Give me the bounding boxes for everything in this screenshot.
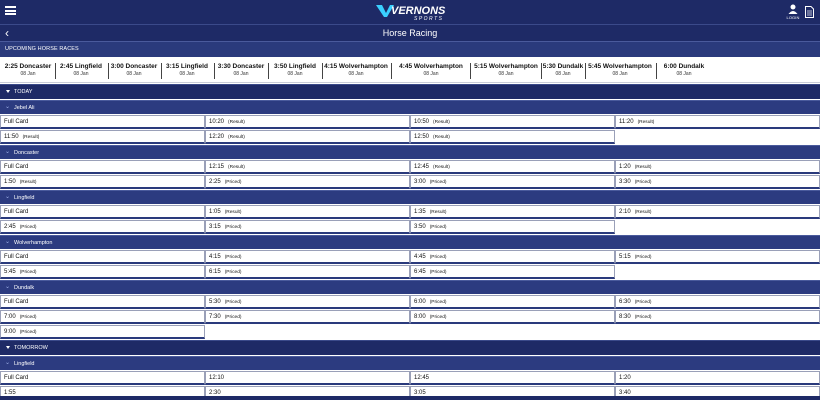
strip-divider — [470, 63, 471, 79]
upcoming-race-title: 5:45 Wolverhampton — [588, 63, 652, 70]
page-title: Horse Racing — [382, 28, 438, 38]
course-name: Doncaster — [14, 150, 40, 156]
race-time: 11:20 (Result) — [619, 119, 655, 125]
day-header-tomorrow[interactable] — [0, 340, 820, 355]
race-status: (Priced) — [634, 315, 652, 320]
race-time-cell[interactable] — [615, 371, 820, 385]
caret-down-icon — [6, 90, 10, 93]
race-time: 12:50 (Result) — [414, 134, 450, 140]
upcoming-races-heading — [0, 41, 820, 57]
upcoming-race-title: 6:00 Dundalk — [663, 63, 705, 70]
strip-divider — [585, 63, 586, 79]
race-time: 12:20 (Result) — [209, 134, 245, 140]
race-time: 1:50 (Result) — [4, 179, 37, 185]
day-header-today[interactable] — [0, 84, 820, 99]
race-time: 12:45 — [414, 375, 430, 381]
race-status: (Result) — [433, 135, 450, 140]
race-time: 1:20 — [619, 375, 631, 381]
race-time-cell[interactable] — [410, 130, 615, 144]
race-time: 3:50 (Priced) — [414, 224, 447, 230]
upcoming-race-title: 4:45 Wolverhampton — [399, 63, 463, 70]
upcoming-races-strip — [0, 57, 820, 83]
race-time: 7:30 (Priced) — [209, 314, 242, 320]
race-time-cell[interactable] — [0, 130, 205, 144]
race-status: (Priced) — [19, 270, 37, 275]
upcoming-race-title: 5:15 Wolverhampton — [474, 63, 538, 70]
race-time: 3:05 — [414, 390, 426, 396]
course-name: Lingfield — [14, 195, 35, 201]
course-name: Lingfield — [14, 361, 35, 367]
race-status: (Priced) — [634, 300, 652, 305]
race-time: 7:00 (Priced) — [4, 314, 37, 320]
strip-divider — [108, 63, 109, 79]
full-card-link[interactable] — [0, 160, 205, 174]
upcoming-race-date: 08 Jan — [498, 71, 514, 77]
upcoming-race-title: 3:00 Doncaster — [110, 63, 158, 70]
race-time: 6:00 (Priced) — [414, 299, 447, 305]
course-header[interactable] — [0, 190, 820, 204]
strip-divider — [322, 63, 323, 79]
race-time: 12:45 (Result) — [414, 164, 450, 170]
course-header[interactable] — [0, 145, 820, 159]
caret-down-icon — [6, 346, 10, 349]
race-status: (Priced) — [224, 270, 242, 275]
race-time-cell[interactable] — [205, 310, 410, 324]
upcoming-race-date: 08 Jan — [555, 71, 571, 77]
logo-text: VERNONS — [391, 5, 446, 17]
race-status: (Result) — [433, 165, 450, 170]
chevron-down-icon: ⌄ — [5, 104, 11, 110]
user-icon — [788, 4, 798, 14]
race-time: Full Card — [4, 164, 29, 170]
race-time-cell[interactable] — [205, 265, 410, 279]
race-time-cell[interactable] — [615, 250, 820, 264]
race-time-cell[interactable] — [205, 371, 410, 385]
race-status: (Result) — [634, 210, 652, 215]
race-time-cell[interactable] — [0, 325, 205, 339]
upcoming-race-title: 2:25 Doncaster — [4, 63, 52, 70]
upcoming-race-item[interactable] — [391, 63, 471, 79]
race-status: (Priced) — [429, 300, 447, 305]
race-time: 1:20 (Result) — [619, 164, 652, 170]
race-time-cell[interactable] — [205, 175, 410, 189]
race-time-cell[interactable] — [410, 265, 615, 279]
upcoming-race-item[interactable] — [316, 63, 396, 79]
upcoming-race-date: 08 Jan — [233, 71, 249, 77]
race-time-cell[interactable] — [0, 310, 205, 324]
race-time: 3:30 (Priced) — [619, 179, 652, 185]
race-time-cell[interactable] — [205, 295, 410, 309]
upcoming-race-date: 08 Jan — [676, 71, 692, 77]
race-time-cell[interactable] — [615, 115, 820, 129]
race-time: 2:45 (Priced) — [4, 224, 37, 230]
strip-divider — [161, 63, 162, 79]
race-status: (Priced) — [634, 180, 652, 185]
race-time: 6:15 (Priced) — [209, 269, 242, 275]
upcoming-race-date: 08 Jan — [126, 71, 142, 77]
race-time: 4:45 (Priced) — [414, 254, 447, 260]
race-status: (Priced) — [429, 180, 447, 185]
race-time-cell[interactable] — [410, 310, 615, 324]
hamburger-icon[interactable] — [5, 6, 16, 15]
race-status: (Priced) — [429, 255, 447, 260]
upcoming-race-date: 08 Jan — [179, 71, 195, 77]
race-status: (Priced) — [429, 270, 447, 275]
race-time: Full Card — [4, 119, 29, 125]
race-time: Full Card — [4, 375, 29, 381]
upcoming-race-title: 3:15 Lingfield — [166, 63, 208, 70]
race-time: Full Card — [4, 254, 29, 260]
race-time-cell[interactable] — [410, 250, 615, 264]
race-time-cell[interactable] — [410, 115, 615, 129]
login-button[interactable] — [786, 4, 800, 20]
race-status: (Priced) — [224, 300, 242, 305]
chevron-down-icon: ⌄ — [5, 149, 11, 155]
course-header[interactable] — [0, 280, 820, 294]
race-time: 12:10 — [209, 375, 225, 381]
race-status: (Priced) — [19, 330, 37, 335]
strip-divider — [541, 63, 542, 79]
race-status: (Priced) — [634, 255, 652, 260]
race-status: (Priced) — [19, 315, 37, 320]
course-name: Dundalk — [14, 285, 35, 291]
race-time: 10:20 (Result) — [209, 119, 245, 125]
strip-divider — [268, 63, 269, 79]
day-label: TOMORROW — [14, 345, 48, 351]
race-time-cell[interactable] — [0, 175, 205, 189]
upcoming-race-date: 08 Jan — [348, 71, 364, 77]
race-time-cell[interactable] — [615, 160, 820, 174]
bottom-edge — [0, 396, 820, 400]
race-status: (Result) — [228, 135, 245, 140]
race-time: Full Card — [4, 209, 29, 215]
race-time-cell[interactable] — [615, 295, 820, 309]
upcoming-race-date: 08 Jan — [612, 71, 628, 77]
race-time: Full Card — [4, 299, 29, 305]
race-time-cell[interactable] — [615, 175, 820, 189]
vernons-sports-logo[interactable] — [374, 3, 446, 21]
race-time-cell[interactable] — [205, 220, 410, 234]
day-label: TODAY — [14, 89, 33, 95]
race-time: 9:00 (Priced) — [4, 329, 37, 335]
upcoming-race-title: 5:30 Dundalk — [542, 63, 584, 70]
upcoming-race-title: 3:30 Doncaster — [217, 63, 265, 70]
strip-divider — [656, 63, 657, 79]
race-status: (Result) — [429, 210, 447, 215]
full-card-link[interactable] — [0, 295, 205, 309]
race-status: (Priced) — [224, 315, 242, 320]
race-time-cell[interactable] — [205, 205, 410, 219]
chevron-down-icon: ⌄ — [5, 239, 11, 245]
race-time: 1:35 (Result) — [414, 209, 447, 215]
title-bar — [0, 24, 820, 41]
chevron-down-icon: ⌄ — [5, 284, 11, 290]
strip-divider — [391, 63, 392, 79]
race-time-cell[interactable] — [205, 250, 410, 264]
race-status: (Priced) — [224, 225, 242, 230]
race-status: (Priced) — [224, 255, 242, 260]
race-time: 2:10 (Result) — [619, 209, 652, 215]
race-time: 3:00 (Priced) — [414, 179, 447, 185]
race-time-cell[interactable] — [410, 371, 615, 385]
chevron-down-icon: ⌄ — [5, 360, 11, 366]
race-time: 6:30 (Priced) — [619, 299, 652, 305]
top-bar — [0, 0, 820, 24]
full-card-link[interactable] — [0, 250, 205, 264]
upcoming-race-title: 4:15 Wolverhampton — [324, 63, 388, 70]
full-card-link[interactable] — [0, 371, 205, 385]
upcoming-races-label: UPCOMING HORSE RACES — [5, 46, 79, 52]
race-time-cell[interactable] — [205, 160, 410, 174]
race-time-cell[interactable] — [205, 130, 410, 144]
upcoming-race-title: 3:50 Lingfield — [274, 63, 316, 70]
upcoming-race-date: 08 Jan — [73, 71, 89, 77]
race-time: 3:40 — [619, 390, 631, 396]
race-time-cell[interactable] — [410, 160, 615, 174]
race-time: 11:50 (Result) — [4, 134, 40, 140]
upcoming-race-date: 08 Jan — [287, 71, 303, 77]
race-status: (Result) — [433, 120, 450, 125]
race-status: (Result) — [228, 165, 245, 170]
course-name: Jebel Ali — [14, 105, 35, 111]
betslip-icon[interactable] — [805, 5, 814, 17]
race-time-cell[interactable] — [410, 220, 615, 234]
race-time: 12:15 (Result) — [209, 164, 245, 170]
race-time-cell[interactable] — [410, 175, 615, 189]
race-time: 4:15 (Priced) — [209, 254, 242, 260]
race-time-cell[interactable] — [205, 115, 410, 129]
logo-subtext: SPORTS — [414, 16, 444, 21]
strip-divider — [214, 63, 215, 79]
race-time-cell[interactable] — [0, 265, 205, 279]
race-status: (Result) — [228, 120, 245, 125]
race-time-cell[interactable] — [410, 295, 615, 309]
race-time: 8:30 (Priced) — [619, 314, 652, 320]
race-time: 2:25 (Priced) — [209, 179, 242, 185]
course-name: Wolverhampton — [14, 240, 53, 246]
race-status: (Result) — [637, 120, 655, 125]
race-time: 5:15 (Priced) — [619, 254, 652, 260]
chevron-down-icon: ⌄ — [5, 194, 11, 200]
race-time: 6:45 (Priced) — [414, 269, 447, 275]
upcoming-race-date: 08 Jan — [20, 71, 36, 77]
race-time: 1:05 (Result) — [209, 209, 242, 215]
full-card-link[interactable] — [0, 205, 205, 219]
race-status: (Priced) — [19, 225, 37, 230]
race-time: 1:55 — [4, 390, 16, 396]
race-status: (Result) — [634, 165, 652, 170]
race-status: (Result) — [19, 180, 37, 185]
race-status: (Priced) — [224, 180, 242, 185]
race-time: 2:30 — [209, 390, 221, 396]
upcoming-race-date: 08 Jan — [423, 71, 439, 77]
race-time-cell[interactable] — [0, 220, 205, 234]
race-status: (Priced) — [429, 225, 447, 230]
back-chevron-icon[interactable]: ‹ — [5, 26, 9, 40]
race-time: 5:30 (Priced) — [209, 299, 242, 305]
race-time: 10:50 (Result) — [414, 119, 450, 125]
course-header[interactable] — [0, 235, 820, 249]
race-time-cell[interactable] — [615, 205, 820, 219]
course-header[interactable] — [0, 356, 820, 370]
race-status: (Priced) — [429, 315, 447, 320]
strip-divider — [55, 63, 56, 79]
race-status: (Result) — [224, 210, 242, 215]
race-time-cell[interactable] — [410, 205, 615, 219]
upcoming-race-title: 2:45 Lingfield — [60, 63, 102, 70]
race-status: (Result) — [22, 135, 40, 140]
race-time: 3:15 (Priced) — [209, 224, 242, 230]
full-card-link[interactable] — [0, 115, 205, 129]
course-header[interactable] — [0, 100, 820, 114]
race-time: 5:45 (Priced) — [4, 269, 37, 275]
login-label: LOGIN — [786, 15, 800, 20]
race-time: 8:00 (Priced) — [414, 314, 447, 320]
race-time-cell[interactable] — [615, 310, 820, 324]
